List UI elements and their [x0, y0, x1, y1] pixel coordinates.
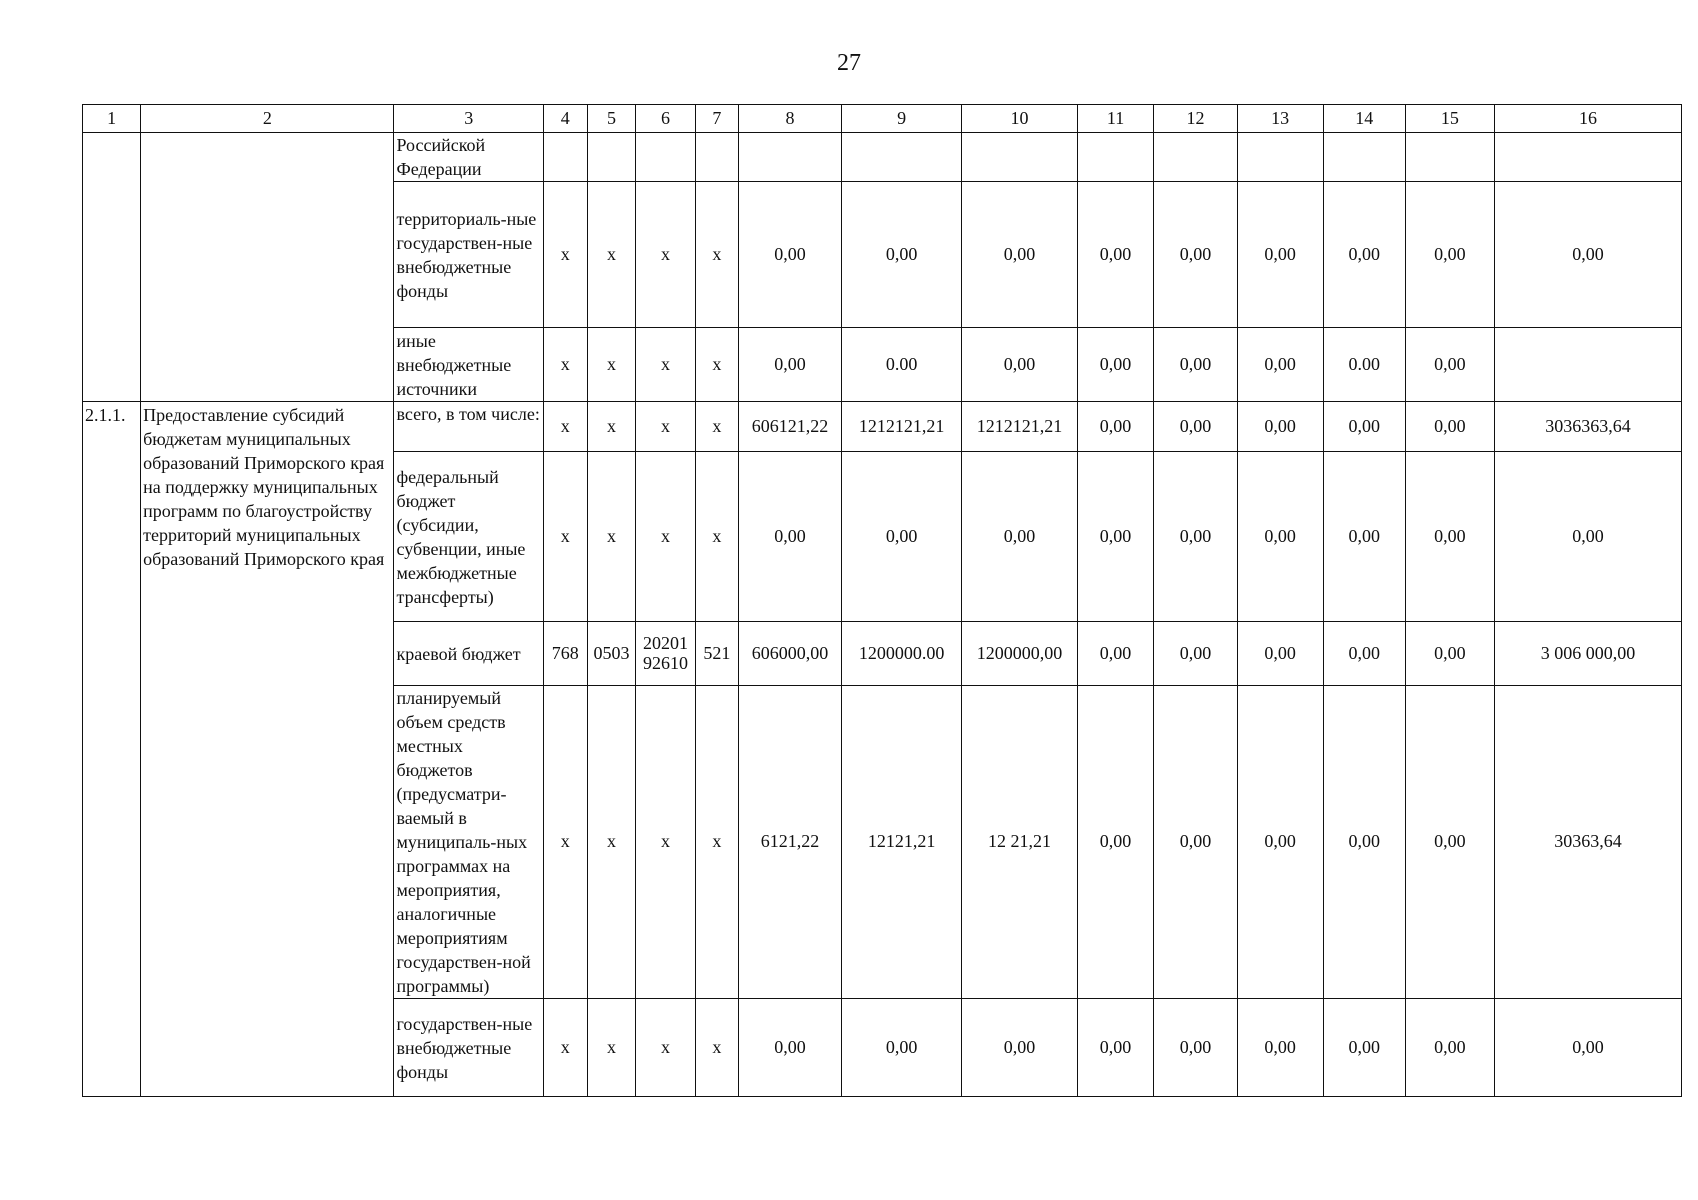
- cell: x: [636, 686, 695, 999]
- table-row: [83, 133, 1682, 182]
- cell: 1200000,00: [962, 622, 1077, 686]
- column-header: 16: [1494, 105, 1681, 133]
- cell: 30363,64: [1494, 686, 1681, 999]
- cell: [1077, 133, 1154, 182]
- cell: [739, 133, 842, 182]
- cell: x: [636, 999, 695, 1097]
- cell: 0.00: [841, 328, 961, 402]
- column-header: 14: [1323, 105, 1405, 133]
- cell: 0,00: [1405, 999, 1494, 1097]
- cell: 0,00: [962, 452, 1077, 622]
- cell: x: [587, 999, 636, 1097]
- cell: [544, 133, 588, 182]
- cell: 606000,00: [739, 622, 842, 686]
- cell: 521: [695, 622, 739, 686]
- cell: 20201 92610: [636, 622, 695, 686]
- column-header: 15: [1405, 105, 1494, 133]
- column-header: 7: [695, 105, 739, 133]
- cell: 3 006 000,00: [1494, 622, 1681, 686]
- column-header: 1: [83, 105, 141, 133]
- cell: x: [544, 328, 588, 402]
- item-name-empty: [141, 133, 394, 402]
- cell: 0,00: [1237, 328, 1323, 402]
- cell: 0,00: [1237, 182, 1323, 328]
- cell: 0,00: [1077, 328, 1154, 402]
- cell: 0,00: [1405, 182, 1494, 328]
- cell: 0,00: [1323, 999, 1405, 1097]
- cell: [1494, 133, 1681, 182]
- cell: 0,00: [841, 999, 961, 1097]
- table-row: [83, 402, 1682, 452]
- cell: 0,00: [739, 452, 842, 622]
- funding-source: территориаль-ные государствен-ные внебюджетные фонды: [394, 182, 544, 328]
- cell: x: [544, 182, 588, 328]
- cell: [1405, 133, 1494, 182]
- cell: 0,00: [1154, 328, 1237, 402]
- cell: x: [695, 402, 739, 452]
- cell: 0,00: [1077, 686, 1154, 999]
- cell: 0,00: [1237, 999, 1323, 1097]
- cell: x: [636, 328, 695, 402]
- item-name: Предоставление субсидий бюджетам муниципальных образований Приморского края на поддержку муниципальных программ по благоустройству территорий муниципальных образований Приморского края: [141, 402, 394, 1097]
- cell: 0,00: [1077, 402, 1154, 452]
- funding-source: краевой бюджет: [394, 622, 544, 686]
- cell: x: [695, 328, 739, 402]
- cell: 12121,21: [841, 686, 961, 999]
- funding-source: государствен-ные внебюджетные фонды: [394, 999, 544, 1097]
- cell: 0,00: [1077, 182, 1154, 328]
- cell: 0,00: [1237, 686, 1323, 999]
- column-header: 3: [394, 105, 544, 133]
- cell: [636, 133, 695, 182]
- cell: [1323, 133, 1405, 182]
- cell: x: [587, 686, 636, 999]
- budget-table: [82, 104, 1682, 1097]
- cell: 0,00: [1154, 999, 1237, 1097]
- cell: 0,00: [1405, 686, 1494, 999]
- cell: x: [544, 999, 588, 1097]
- cell: [587, 133, 636, 182]
- funding-source: планируемый объем средств местных бюджетов (предусматри-ваемый в муниципаль-ных программах на мероприятия, аналогичные мероприятиям государствен-ной программы): [394, 686, 544, 999]
- cell: 0,00: [739, 999, 842, 1097]
- cell: 0,00: [1494, 182, 1681, 328]
- cell: x: [587, 182, 636, 328]
- cell: 606121,22: [739, 402, 842, 452]
- cell: x: [544, 402, 588, 452]
- cell: 0,00: [1405, 328, 1494, 402]
- cell: 0,00: [1323, 686, 1405, 999]
- cell: x: [587, 402, 636, 452]
- cell: x: [587, 452, 636, 622]
- cell: x: [695, 452, 739, 622]
- cell: 1200000.00: [841, 622, 961, 686]
- funding-source: всего, в том числе:: [394, 402, 544, 452]
- cell: 0,00: [962, 328, 1077, 402]
- cell: 0,00: [1077, 452, 1154, 622]
- cell: 0,00: [841, 452, 961, 622]
- cell: 0,00: [1154, 182, 1237, 328]
- column-header: 8: [739, 105, 842, 133]
- cell: x: [636, 402, 695, 452]
- funding-source: федеральный бюджет (субсидии, субвенции, иные межбюджетные трансферты): [394, 452, 544, 622]
- cell: 0,00: [739, 182, 842, 328]
- cell: 768: [544, 622, 588, 686]
- cell: x: [636, 452, 695, 622]
- column-header: 4: [544, 105, 588, 133]
- cell: 0,00: [1154, 452, 1237, 622]
- column-header: 9: [841, 105, 961, 133]
- cell: 0,00: [1323, 452, 1405, 622]
- cell: 0,00: [1077, 622, 1154, 686]
- item-number-empty: [83, 133, 141, 402]
- cell: x: [636, 182, 695, 328]
- cell: 6121,22: [739, 686, 842, 999]
- cell: x: [544, 686, 588, 999]
- cell: 0,00: [1323, 182, 1405, 328]
- cell: 0,00: [1323, 402, 1405, 452]
- cell: 0,00: [739, 328, 842, 402]
- cell: 0,00: [1237, 402, 1323, 452]
- cell: 12 21,21: [962, 686, 1077, 999]
- cell: 0.00: [1323, 328, 1405, 402]
- cell: [1494, 328, 1681, 402]
- cell: 0,00: [1323, 622, 1405, 686]
- cell: 0,00: [1494, 452, 1681, 622]
- cell: [962, 133, 1077, 182]
- column-header: 6: [636, 105, 695, 133]
- cell: x: [695, 999, 739, 1097]
- cell: x: [587, 328, 636, 402]
- cell: [1237, 133, 1323, 182]
- cell: 1212121,21: [841, 402, 961, 452]
- cell: 0,00: [1405, 622, 1494, 686]
- cell: x: [695, 686, 739, 999]
- cell: [841, 133, 961, 182]
- cell: 0,00: [1237, 622, 1323, 686]
- cell: 0,00: [1494, 999, 1681, 1097]
- cell: 3036363,64: [1494, 402, 1681, 452]
- cell: 0,00: [1405, 402, 1494, 452]
- cell: 0,00: [841, 182, 961, 328]
- cell: 0503: [587, 622, 636, 686]
- cell: 0,00: [1154, 402, 1237, 452]
- cell: 0,00: [1154, 622, 1237, 686]
- cell: x: [695, 182, 739, 328]
- page-number: 27: [837, 50, 861, 76]
- cell: [1154, 133, 1237, 182]
- cell: 0,00: [962, 182, 1077, 328]
- column-header: 2: [141, 105, 394, 133]
- column-header: 12: [1154, 105, 1237, 133]
- cell: 0,00: [1077, 999, 1154, 1097]
- cell: [695, 133, 739, 182]
- cell: 0,00: [962, 999, 1077, 1097]
- cell: 0,00: [1237, 452, 1323, 622]
- funding-source: Российской Федерации: [394, 133, 544, 182]
- item-number: 2.1.1.: [83, 402, 141, 1097]
- cell: 0,00: [1405, 452, 1494, 622]
- column-header: 13: [1237, 105, 1323, 133]
- cell: 0,00: [1154, 686, 1237, 999]
- cell: 1212121,21: [962, 402, 1077, 452]
- column-header: 10: [962, 105, 1077, 133]
- column-header: 11: [1077, 105, 1154, 133]
- header-row: [83, 105, 1682, 133]
- funding-source: иные внебюджетные источники: [394, 328, 544, 402]
- cell: x: [544, 452, 588, 622]
- column-header: 5: [587, 105, 636, 133]
